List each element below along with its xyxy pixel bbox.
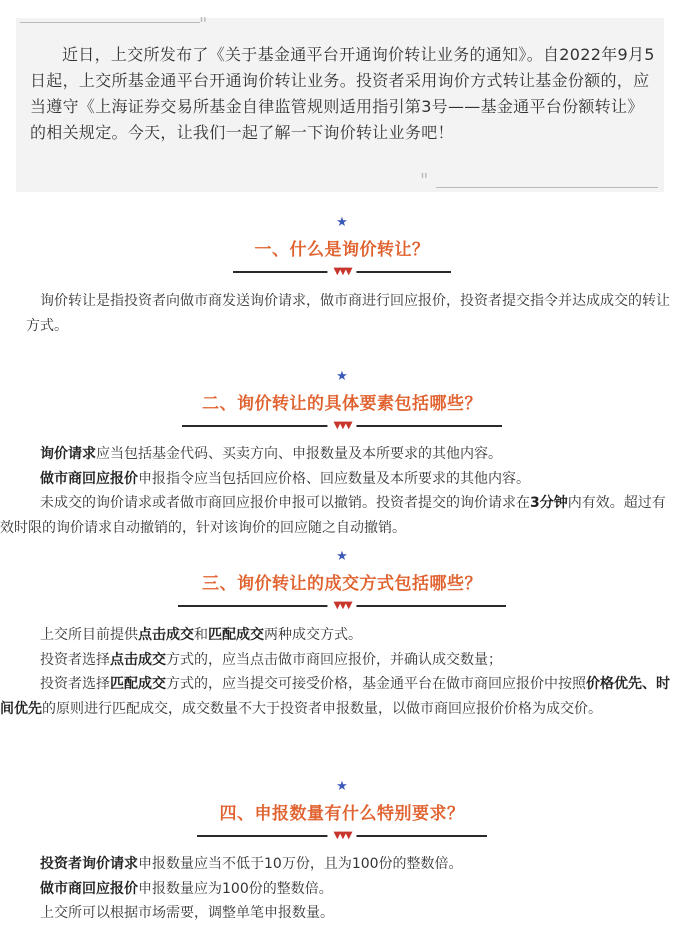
chevrons-icon: ▼▼▼ (327, 419, 356, 433)
intro-paragraph: 近日，上交所发布了《关于基金通平台开通询价转让业务的通知》。自2022年9月5日起，上交所基金通平台开通询价转让业务。投资者采用询价方式转让基金份额的，应当遵守《上海证券交易所基金自律监管规则适用指引第3号——基金通平台份额转让》的相关规定。今天，让我们一起了解一下询价转让业务吧！ (30, 45, 655, 142)
star-icon: ★ (336, 549, 348, 564)
section-2-body (0, 442, 670, 540)
section-3-paragraph-3: 投资者选择匹配成交方式的，应当提交可接受价格，基金通平台在做市商回应报价中按照价格优先、时间优先的原则进行匹配成交，成交数量不大于投资者申报数量，以做市商回应报价价格为成交价。 (0, 676, 670, 717)
section-4-header (0, 780, 684, 843)
chevrons-icon: ▼▼▼ (327, 829, 356, 843)
quote-mark-icon: " (420, 170, 427, 191)
intro-box (16, 14, 664, 192)
section-1-title: 一、什么是询价转让？ (254, 240, 430, 260)
section-3-body (0, 623, 670, 721)
section-4-body (26, 852, 670, 926)
section-2-underline (182, 421, 502, 433)
section-4-paragraph-2: 做市商回应报价申报数量应为100份的整数倍。 (40, 880, 333, 897)
section-2-paragraph-3: 未成交的询价请求或者做市商回应报价申报可以撤销。投资者提交的询价请求在3分钟内有效。超过有效时限的询价请求自动撤销的，针对该询价的回应随之自动撤销。 (0, 495, 666, 536)
intro-top-divider (20, 22, 200, 23)
section-3-paragraph-2: 投资者选择点击成交方式的，应当点击做市商回应报价，并确认成交数量； (40, 651, 502, 668)
section-3-title: 三、询价转让的成交方式包括哪些？ (202, 574, 482, 594)
section-4-underline (197, 831, 487, 843)
quote-mark-icon: " (199, 14, 206, 35)
section-1-paragraph: 询价转让是指投资者向做市商发送询价请求，做市商进行回应报价，投资者提交指令并达成成交的转让方式。 (26, 293, 670, 334)
section-2-title: 二、询价转让的具体要素包括哪些？ (202, 394, 482, 414)
section-1-body (26, 289, 670, 338)
star-icon: ★ (336, 215, 348, 230)
section-4-title: 四、申报数量有什么特别要求？ (219, 804, 465, 824)
section-1-header (0, 216, 684, 279)
section-4-paragraph-3: 上交所可以根据市场需要，调整单笔申报数量。 (40, 905, 334, 921)
section-3-paragraph-1: 上交所目前提供点击成交和匹配成交两种成交方式。 (40, 627, 362, 643)
section-2-paragraph-1: 询价请求应当包括基金代码、买卖方向、申报数量及本所要求的其他内容。 (40, 446, 502, 462)
section-4-paragraph-1: 投资者询价请求申报数量应当不低于10万份，且为100份的整数倍。 (40, 856, 463, 872)
chevrons-icon: ▼▼▼ (327, 599, 356, 613)
section-1-underline (233, 267, 451, 279)
star-icon: ★ (336, 369, 348, 384)
chevrons-icon: ▼▼▼ (327, 265, 356, 279)
section-2-paragraph-2: 做市商回应报价申报指令应当包括回应价格、回应数量及本所要求的其他内容。 (40, 470, 530, 487)
star-icon: ★ (336, 779, 348, 794)
intro-bottom-divider (436, 187, 658, 188)
term-market-maker-quote: 做市商回应报价 (40, 470, 138, 487)
section-3-underline (178, 601, 506, 613)
term-inquiry-request: 询价请求 (40, 446, 96, 462)
section-3-header (0, 550, 684, 613)
term-3-minutes: 3分钟 (530, 495, 568, 511)
section-2-header (0, 370, 684, 433)
